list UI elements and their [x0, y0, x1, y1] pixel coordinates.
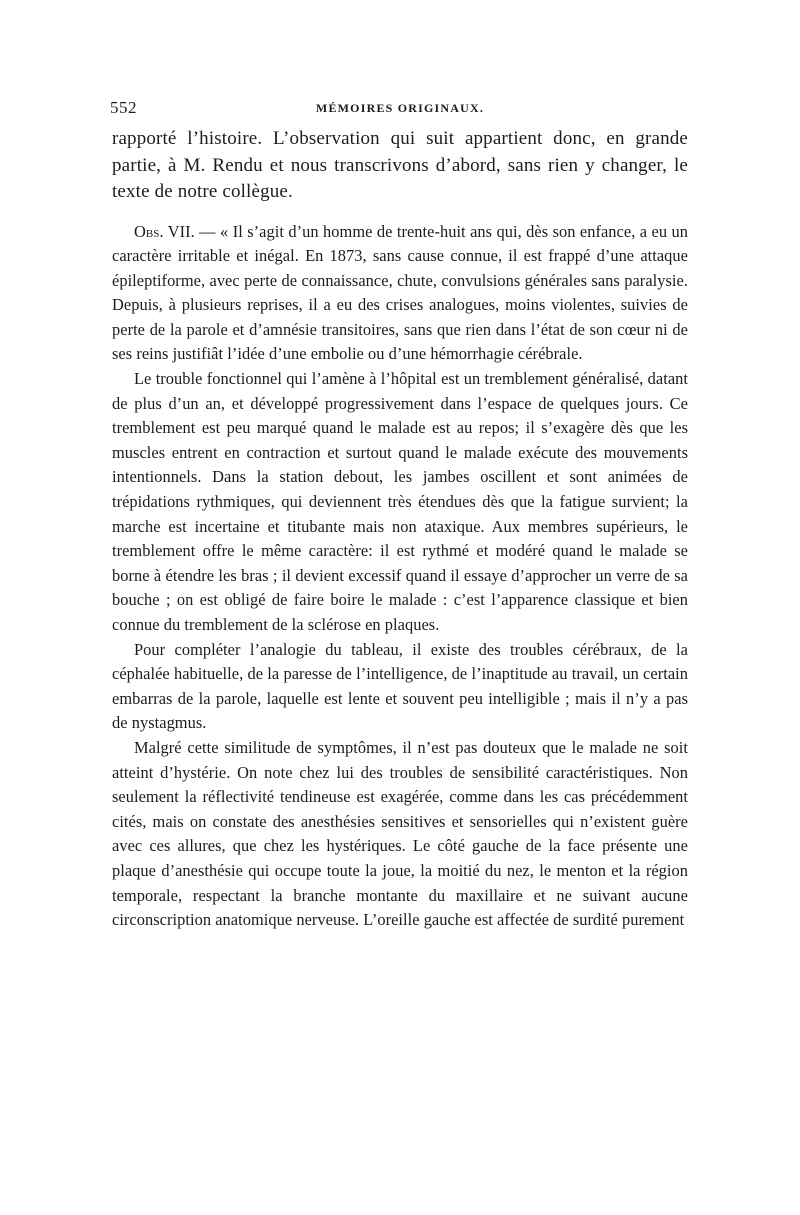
paragraph-observation	[112, 220, 688, 368]
paragraph-intro	[112, 126, 688, 206]
page-header	[112, 98, 688, 120]
observation-label: Obs. VII.	[134, 221, 195, 241]
paragraph-cerebral	[112, 638, 688, 736]
page-number: 552	[110, 98, 137, 117]
document-page	[112, 98, 688, 933]
paragraph-text: rapporté l’histoire. L’observation qui suit appartient donc, en grande partie, à M. Rendu et nous transcrivons d’abord, sans rien y changer, le texte de notre collègue.	[112, 128, 688, 202]
paragraph-hysteria	[112, 736, 688, 933]
paragraph-text: — « Il s’agit d’un homme de trente-huit ans qui, dès son enfance, a eu un caractère irritable et inégal. En 1873, sans cause connue, il est frappé d’une attaque épileptiforme, avec perte de connaissance, chute, convulsions générales sans paralysie. Depuis, à plusieurs reprises, il a eu des crises analogues, moins violentes, suivies de perte de la parole et d’amnésie transitoires, sans que rien dans l’état de son cœur ni de ses reins justifiât l’idée d’une embolie ou d’une hémorrhagie cérébrale.	[112, 221, 688, 364]
paragraph-text: Le trouble fonctionnel qui l’amène à l’hôpital est un tremblement généralisé, datant de plus d’un an, et développé progressivement dans l’espace de quelques jours. Ce tremblement est peu marqué quand le malade est au repos; il s’exagère dès que les muscles entrent en contraction et surtout quand le malade exécute des mouvements intentionnels. Dans la station debout, les jambes oscillent et sont animées de trépidations rythmiques, qui deviennent très étendues dès que la fatigue survient; la marche est incertaine et titubante mais non ataxique. Aux membres supérieurs, le tremblement offre le même caractère: il est rythmé et modéré quand le malade se borne à étendre les bras ; il devient excessif quand il essaye d’approcher un verre de sa bouche ; on est obligé de faire boire le malade : c’est l’apparence classique et bien connue du tremblement de la sclérose en plaques.	[112, 369, 688, 634]
running-title: MÉMOIRES ORIGINAUX.	[315, 101, 485, 115]
paragraph-text: Pour compléter l’analogie du tableau, il existe des troubles cérébraux, de la céphalée habituelle, de la paresse de l’intelligence, de l’inaptitude au travail, un certain embarras de la parole, laquelle est lente et souvent peu intelligible ; mais il n’y a pas de nystagmus.	[112, 639, 688, 733]
paragraph-tremor	[112, 367, 688, 638]
paragraph-text: Malgré cette similitude de symptômes, il n’est pas douteux que le malade ne soit atteint d’hystérie. On note chez lui des troubles de sensibilité caractéristiques. Non seulement la réflectivité tendineuse est exagérée, comme dans les cas précédemment cités, mais on constate des anesthésies sensitives et sensorielles qui n’existent guère avec ces allures, que chez les hystériques. Le côté gauche de la face présente une plaque d’anesthésie qui occupe toute la joue, la moitié du nez, le menton et la région temporale, respectant la branche montante du maxillaire et ne suivant aucune circonscription anatomique nerveuse. L’oreille gauche est affectée de surdité purement	[112, 737, 688, 930]
